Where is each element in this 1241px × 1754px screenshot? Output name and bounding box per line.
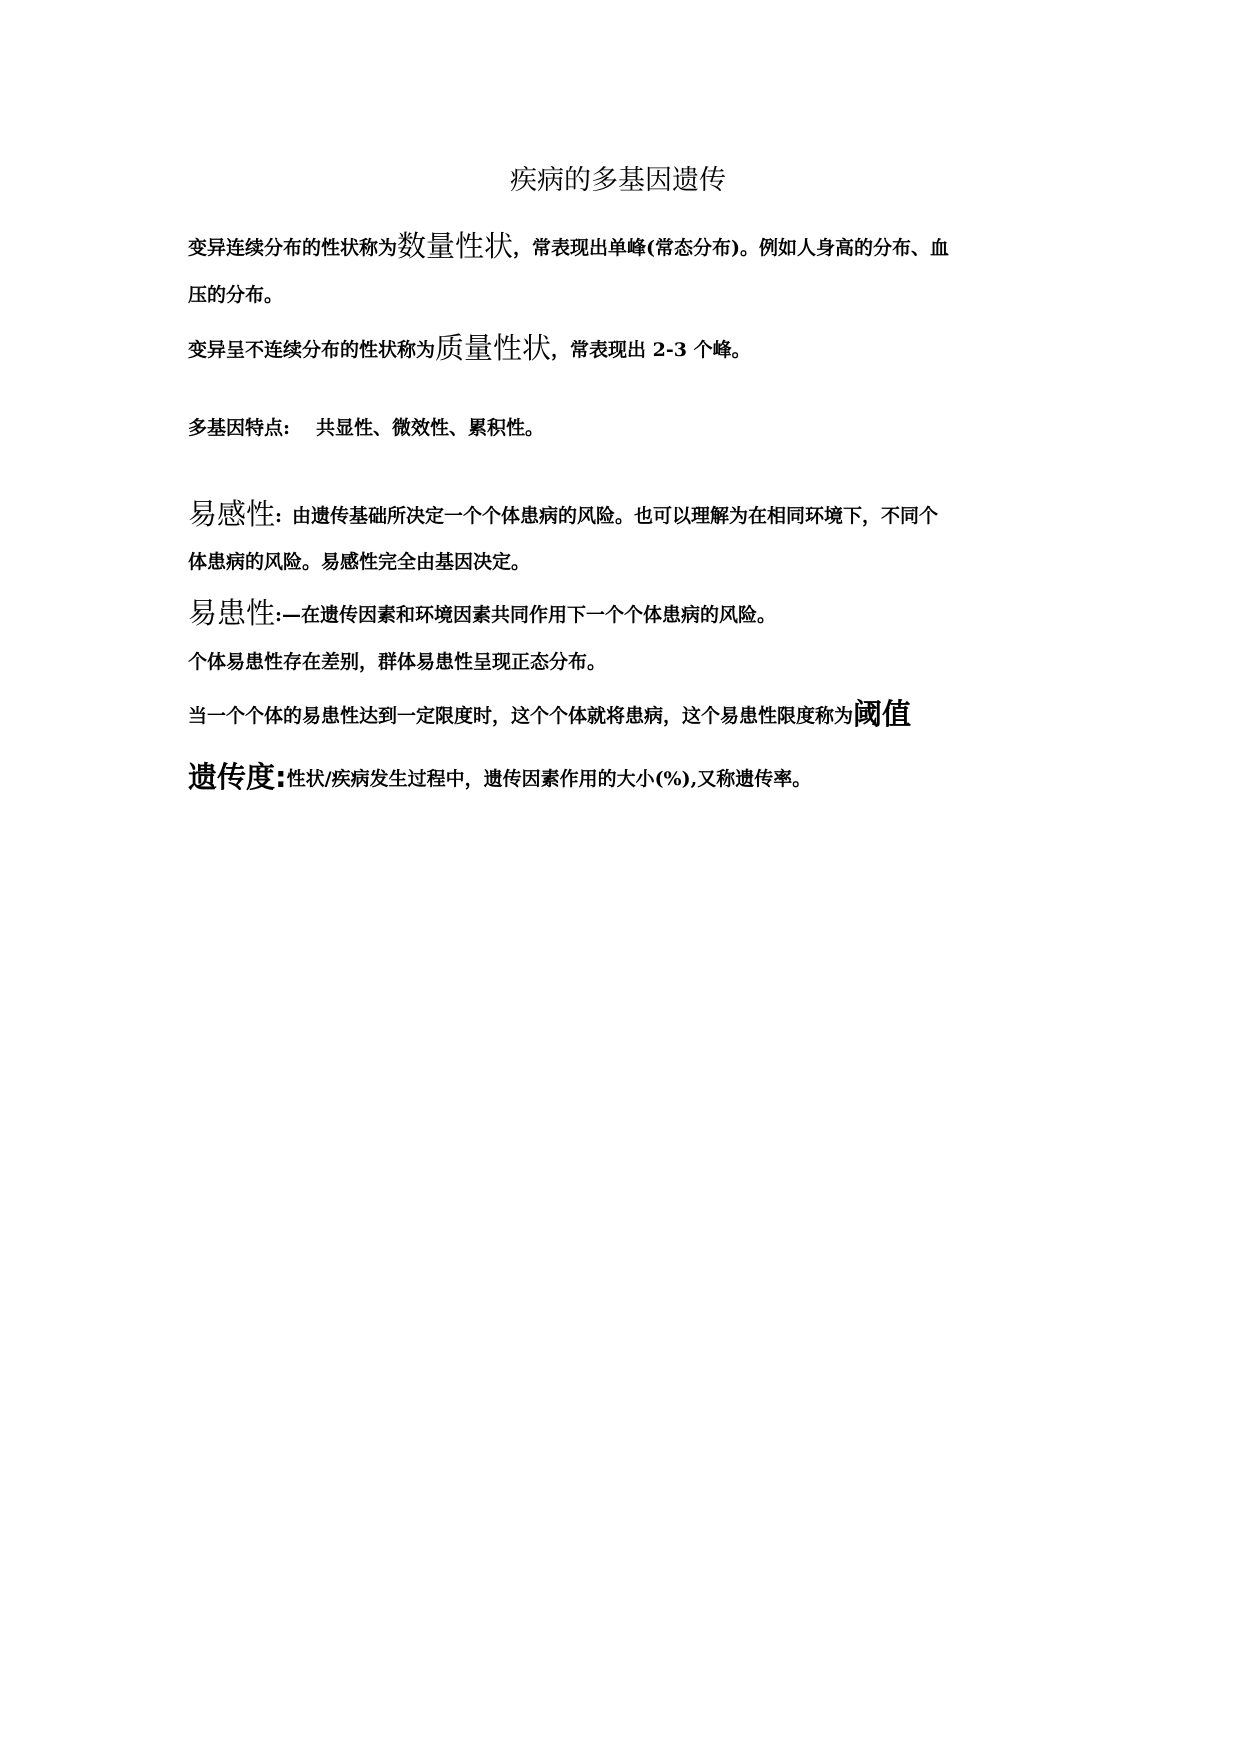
liability-line <box>188 596 777 630</box>
quantitative-trait-line <box>188 229 950 263</box>
liability-term: 易患性 <box>188 596 276 630</box>
heritability-text: 性状/疾病发生过程中，遗传因素作用的大小(%),又称遗传率。 <box>286 768 812 790</box>
susceptibility-line-cont <box>188 548 530 576</box>
quantitative-text-pre: 变异连续分布的性状称为 <box>188 237 398 259</box>
threshold-line <box>188 697 912 731</box>
susceptibility-term: 易感性 <box>188 497 276 531</box>
qualitative-text-post: ，常表现出 2-3 个峰。 <box>551 339 751 361</box>
qualitative-trait-line <box>188 331 751 365</box>
qualitative-trait-term: 质量性状 <box>435 331 552 365</box>
liability-text: —在遗传因素和环境因素共同作用下一个个体患病的风险。 <box>282 604 777 626</box>
polygene-features-text: 共显性、微效性、累积性。 <box>316 417 545 439</box>
page-title: 疾病的多基因遗传 <box>510 165 726 196</box>
polygene-label: 多基因特点: <box>188 417 291 439</box>
liability-colon: : <box>275 604 283 626</box>
quantitative-trait-term: 数量性状 <box>397 229 514 263</box>
heritability-term: 遗传度 <box>188 760 276 794</box>
liability-difference-line <box>188 648 606 676</box>
susceptibility-line <box>188 497 939 531</box>
susceptibility-text: 由遗传基础所决定一个个体患病的风险。也可以理解为在相同环境下，不同个 <box>292 505 939 527</box>
heritability-line <box>188 760 812 794</box>
threshold-term: 阈值 <box>853 697 912 731</box>
quantitative-text-post: ，常表现出单峰(常态分布)。例如人身高的分布、血 <box>513 237 950 259</box>
liability-difference-text: 个体易患性存在差别，群体易患性呈现正态分布。 <box>188 651 607 673</box>
threshold-text: 当一个个体的易患性达到一定限度时，这个个体就将患病，这个易患性限度称为 <box>188 705 854 727</box>
heritability-colon: : <box>275 760 287 794</box>
qualitative-text-pre: 变异呈不连续分布的性状称为 <box>188 339 436 361</box>
polygene-features-line <box>188 414 544 442</box>
quantitative-text-cont: 压的分布。 <box>188 284 284 306</box>
susceptibility-colon: : <box>275 505 283 527</box>
quantitative-trait-line-cont <box>188 281 283 309</box>
susceptibility-text-cont: 体患病的风险。易感性完全由基因决定。 <box>188 551 531 573</box>
